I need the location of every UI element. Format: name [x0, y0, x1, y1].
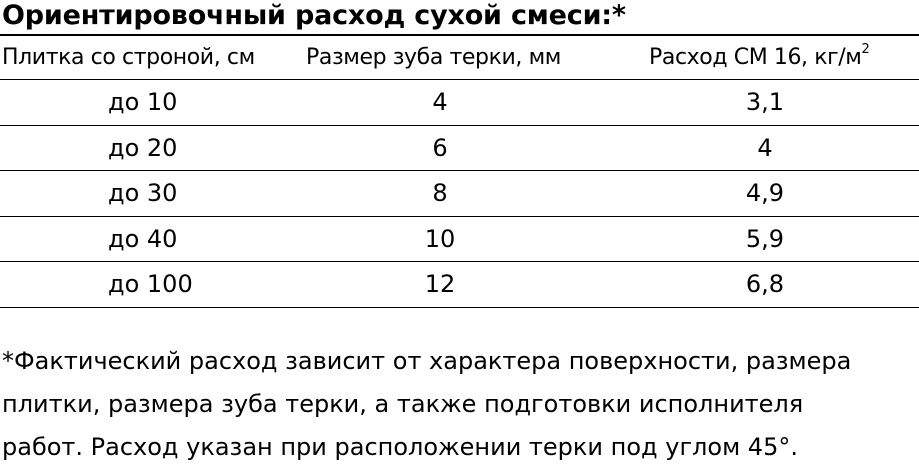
footnote-line: работ. Расход указан при расположении терки под углом 45°. — [2, 433, 798, 461]
table-row — [0, 217, 919, 263]
header-tile-size: Плитка со строной, см — [2, 45, 255, 70]
footnote-line: плитки, размера зуба терки, а также подготовки исполнителя — [2, 390, 804, 418]
header-trowel-tooth-size: Размер зуба терки, мм — [306, 45, 561, 70]
table-header-row — [0, 36, 919, 80]
header-consumption-unit-exponent: 2 — [861, 42, 870, 57]
cell-tooth-size: 4 — [432, 88, 448, 117]
cell-consumption: 5,9 — [745, 224, 785, 253]
cell-tile-size: до 100 — [108, 270, 193, 299]
table-row — [0, 80, 919, 126]
header-consumption-label: Расход СМ 16, кг/м — [649, 45, 862, 70]
cell-tile-size: до 10 — [108, 88, 178, 117]
table-row — [0, 262, 919, 308]
page-title: Ориентировочный расход сухой смеси:* — [2, 0, 626, 31]
cell-consumption: 4,9 — [745, 179, 785, 208]
cell-tile-size: до 30 — [108, 179, 178, 208]
cell-tile-size: до 20 — [108, 133, 178, 162]
table-row — [0, 171, 919, 217]
cell-consumption: 6,8 — [745, 270, 785, 299]
cell-tooth-size: 12 — [424, 270, 456, 299]
consumption-table — [0, 36, 919, 308]
cell-tooth-size: 8 — [432, 179, 448, 208]
cell-consumption: 4 — [757, 133, 773, 162]
cell-tooth-size: 6 — [432, 133, 448, 162]
table-row — [0, 126, 919, 172]
footnote — [2, 340, 917, 469]
cell-tooth-size: 10 — [424, 224, 456, 253]
header-consumption — [649, 36, 869, 79]
cell-tile-size: до 40 — [108, 224, 178, 253]
footnote-line: *Фактический расход зависит от характера поверхности, размера — [2, 347, 852, 375]
cell-consumption: 3,1 — [745, 88, 785, 117]
